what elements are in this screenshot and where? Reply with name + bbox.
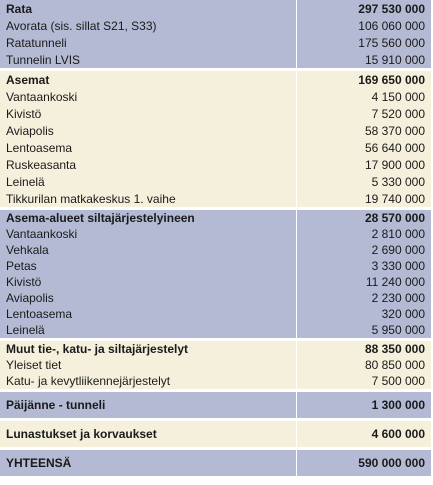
section-header-row [0, 341, 431, 357]
line-item-row [0, 17, 431, 34]
line-item-row [0, 139, 431, 156]
section-header-row [0, 450, 431, 476]
line-item-amount: 175 560 000 [296, 34, 431, 51]
line-item-name: Ruskeasanta [0, 156, 296, 173]
section-header-row [0, 0, 431, 17]
line-item-amount: 58 370 000 [296, 122, 431, 139]
section-total: 28 570 000 [296, 210, 431, 226]
line-item-name: Vantaankoski [0, 226, 296, 242]
section-name: Rata [0, 0, 296, 17]
line-item-name: Lentoasema [0, 139, 296, 156]
line-item-row [0, 290, 431, 306]
line-item-name: Leinelä [0, 173, 296, 190]
line-item-amount: 2 230 000 [296, 290, 431, 306]
line-item-name: Tunnelin LVIS [0, 51, 296, 68]
line-item-row [0, 357, 431, 373]
line-item-row [0, 51, 431, 68]
line-item-amount: 320 000 [296, 306, 431, 322]
line-item-name: Katu- ja kevytliikennejärjestelyt [0, 373, 296, 389]
section-total: 4 600 000 [296, 421, 431, 447]
line-item-name: Lentoasema [0, 306, 296, 322]
section-header-row [0, 71, 431, 88]
section-name: Päijänne - tunneli [0, 392, 296, 418]
line-item-row [0, 122, 431, 139]
line-item-row [0, 242, 431, 258]
line-item-name: Aviapolis [0, 122, 296, 139]
line-item-row [0, 226, 431, 242]
section-header-row [0, 392, 431, 418]
line-item-amount: 7 500 000 [296, 373, 431, 389]
line-item-name: Petas [0, 258, 296, 274]
line-item-amount: 5 330 000 [296, 173, 431, 190]
section-name: Muut tie-, katu- ja siltajärjestelyt [0, 341, 296, 357]
line-item-amount: 2 810 000 [296, 226, 431, 242]
line-item-name: Vehkala [0, 242, 296, 258]
line-item-amount: 106 060 000 [296, 17, 431, 34]
line-item-row [0, 306, 431, 322]
section-total: 590 000 000 [296, 450, 431, 476]
line-item-name: Leinelä [0, 322, 296, 338]
line-item-name: Vantaankoski [0, 88, 296, 105]
line-item-name: Ratatunneli [0, 34, 296, 51]
line-item-name: Kivistö [0, 105, 296, 122]
line-item-amount: 5 950 000 [296, 322, 431, 338]
line-item-row [0, 88, 431, 105]
line-item-row [0, 274, 431, 290]
line-item-amount: 80 850 000 [296, 357, 431, 373]
line-item-amount: 19 740 000 [296, 190, 431, 207]
line-item-row [0, 322, 431, 338]
section-total: 297 530 000 [296, 0, 431, 17]
line-item-row [0, 258, 431, 274]
line-item-amount: 2 690 000 [296, 242, 431, 258]
line-item-amount: 3 330 000 [296, 258, 431, 274]
line-item-row [0, 34, 431, 51]
line-item-row [0, 105, 431, 122]
section-header-row [0, 421, 431, 447]
section-total: 88 350 000 [296, 341, 431, 357]
line-item-name: Avorata (sis. sillat S21, S33) [0, 17, 296, 34]
line-item-name: Tikkurilan matkakeskus 1. vaihe [0, 190, 296, 207]
section-name: Asema-alueet siltajärjestelyineen [0, 210, 296, 226]
line-item-row [0, 173, 431, 190]
line-item-name: Aviapolis [0, 290, 296, 306]
line-item-amount: 7 520 000 [296, 105, 431, 122]
line-item-amount: 17 900 000 [296, 156, 431, 173]
line-item-row [0, 190, 431, 207]
line-item-amount: 11 240 000 [296, 274, 431, 290]
section-name: YHTEENSÄ [0, 450, 296, 476]
section-name: Asemat [0, 71, 296, 88]
line-item-amount: 15 910 000 [296, 51, 431, 68]
line-item-amount: 4 150 000 [296, 88, 431, 105]
line-item-name: Yleiset tiet [0, 357, 296, 373]
line-item-row [0, 156, 431, 173]
section-name: Lunastukset ja korvaukset [0, 421, 296, 447]
line-item-amount: 56 640 000 [296, 139, 431, 156]
section-total: 1 300 000 [296, 392, 431, 418]
section-header-row [0, 210, 431, 226]
section-total: 169 650 000 [296, 71, 431, 88]
line-item-row [0, 373, 431, 389]
line-item-name: Kivistö [0, 274, 296, 290]
